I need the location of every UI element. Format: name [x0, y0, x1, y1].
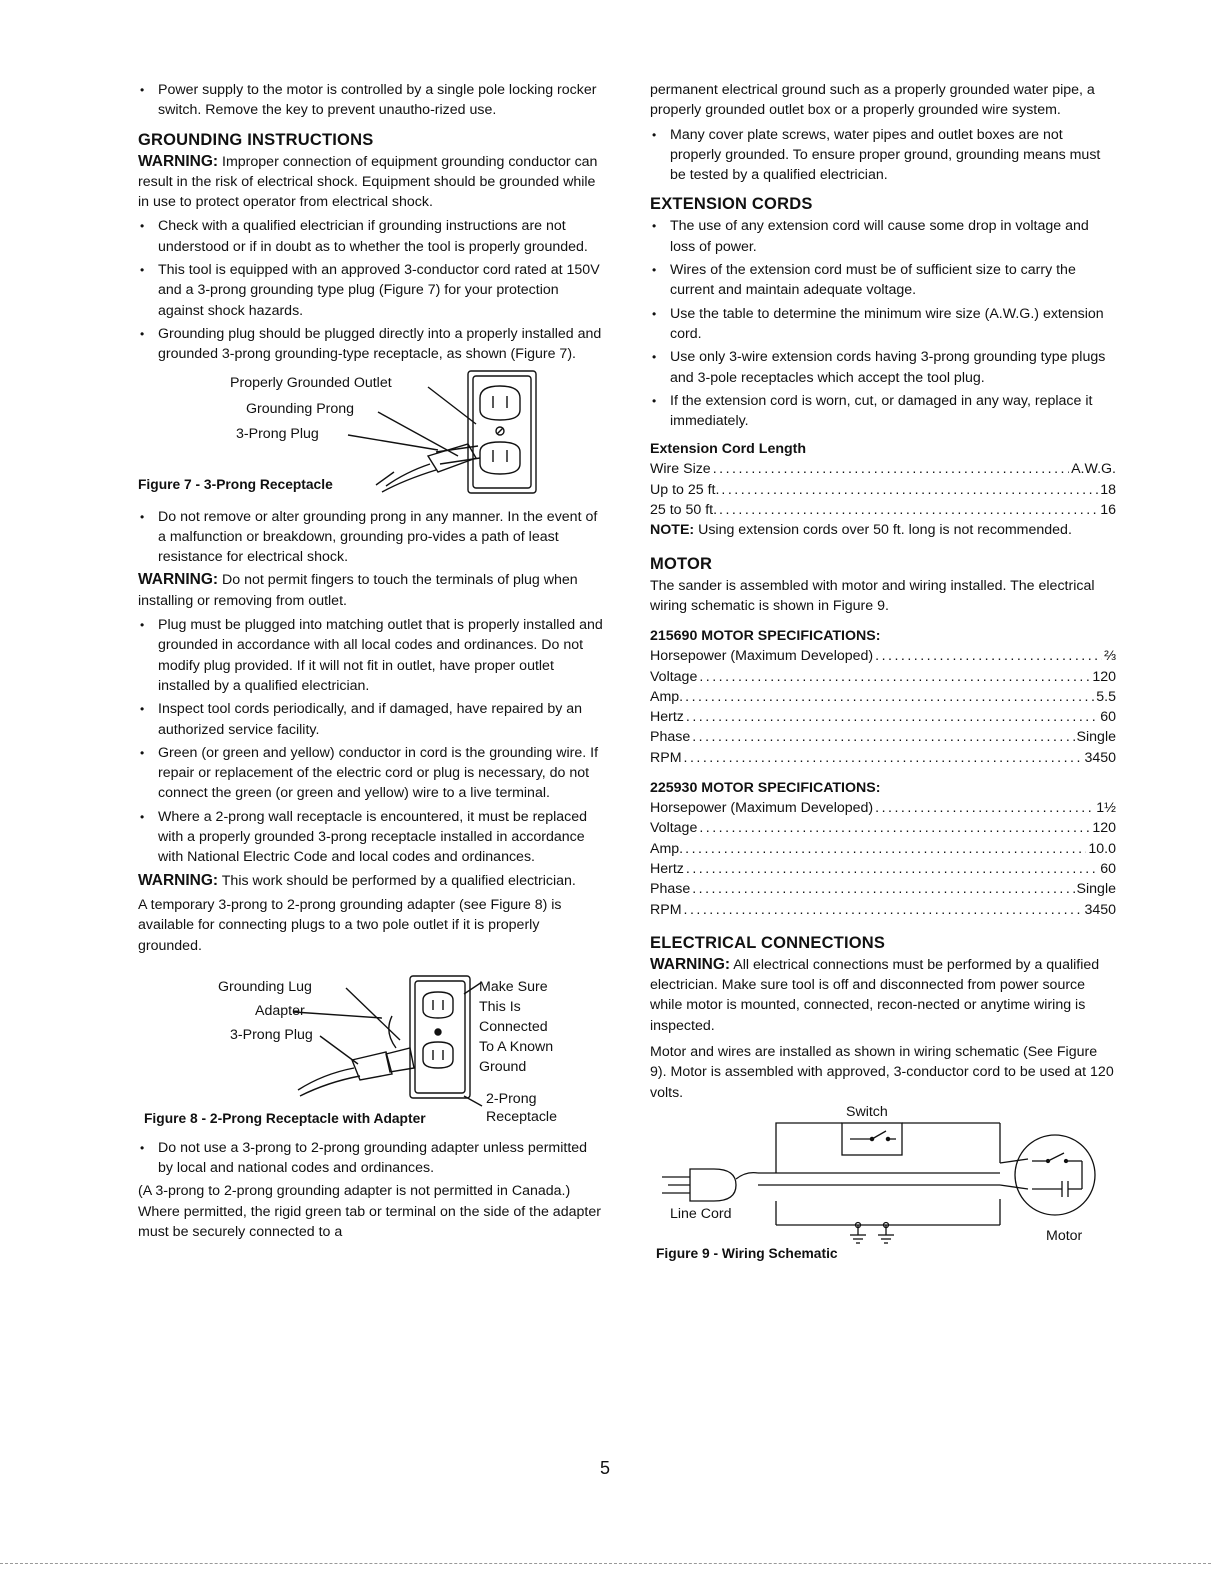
leader-dots — [699, 818, 1090, 838]
ground-label: Ground — [479, 1058, 527, 1075]
bottom-rule — [0, 1563, 1211, 1564]
right-column — [650, 80, 1116, 1273]
warning-text: All electrical connections must be performed by a qualified electrician. Make sure tool is off and disconnected from power source while motor is mounted, connected, recon-nected or anytime wiring is inspected. — [650, 956, 1100, 1034]
leader-dots — [685, 839, 1086, 859]
row-value: 60 — [1100, 709, 1116, 726]
list-item: • This tool is equipped with an approved 3-conductor cord rated at 150V and a 3-prong grounding type plug (Figure 7) for your protection against shock hazards. — [138, 260, 604, 321]
ground-list — [650, 125, 1116, 186]
list-item: • Power supply to the motor is controlled by a single pole locking rocker switch. Remove the key to prevent unautho-rized use. — [138, 80, 604, 121]
leader-dots — [713, 459, 1069, 479]
to-a-known-label: To A Known — [479, 1038, 554, 1055]
motor-paragraph: The sander is assembled with motor and wiring installed. The electrical wiring schematic is shown in Figure 9. — [650, 577, 1095, 614]
grounding-prong-label: Grounding Prong — [246, 400, 355, 417]
row-label: Hertz — [650, 709, 684, 726]
table-row — [650, 859, 1116, 879]
extension-list — [650, 216, 1116, 431]
spec2-table — [650, 798, 1116, 920]
list-item: • Plug must be plugged into matching outlet that is properly installed and grounded in accordance with all local codes and ordinances. Do not modify plug provided. If it will not fit in outlet, have proper outlet installed by a qualified electrician. — [138, 615, 604, 696]
list-item: • Do not remove or alter grounding prong in any manner. In the event of a malfunction or breakdown, grounding pro-vides a path of least resistance for electrical shock. — [138, 507, 604, 568]
row-value: 16 — [1100, 502, 1116, 519]
row-value: 18 — [1100, 481, 1116, 498]
2-prong-label: 2-Prong — [486, 1090, 537, 1107]
adapter-paragraph: A temporary 3-prong to 2-prong grounding adapter (see Figure 8) is available for connecting plugs to a two pole outlet if it is properly grounded. — [138, 896, 562, 954]
row-label: Wire Size — [650, 461, 711, 478]
table-row — [650, 818, 1116, 838]
row-value: ⅔ — [1104, 648, 1116, 665]
figure-8 — [138, 956, 604, 1126]
extension-cords-heading: EXTENSION CORDS — [650, 195, 813, 214]
table-row — [650, 798, 1116, 818]
prong-list — [138, 507, 604, 568]
warning-label: WARNING: — [138, 571, 219, 589]
leader-dots — [684, 900, 1083, 920]
switch-label: Switch — [846, 1103, 888, 1120]
list-item: • Check with a qualified electrician if grounding instructions are not understood or if in doubt as to whether the tool is properly grounded. — [138, 216, 604, 257]
leader-dots — [692, 727, 1074, 747]
plug-list — [138, 615, 604, 868]
table-row — [650, 900, 1116, 920]
row-value: Single — [1076, 881, 1116, 898]
table-row — [650, 480, 1116, 500]
adapter-label: Adapter — [255, 1002, 305, 1019]
warning-label: WARNING: — [650, 955, 731, 973]
table-row — [650, 748, 1116, 768]
row-label: Voltage — [650, 668, 698, 685]
table-row — [650, 646, 1116, 666]
row-label: Voltage — [650, 820, 698, 837]
continued-paragraph: permanent electrical ground such as a properly grounded water pipe, a properly grounded outlet box or a properly grounded wire system. — [650, 82, 1095, 119]
list-item: • Do not use a 3-prong to 2-prong grounding adapter unless permitted by local and national codes and ordinances. — [138, 1138, 604, 1179]
leader-dots — [686, 859, 1098, 879]
line-cord-label: Line Cord — [670, 1205, 732, 1222]
canada-paragraph: (A 3-prong to 2-prong grounding adapter is not permitted in Canada.) Where permitted, the rigid green tab or terminal on the side of the adapter must be securely connected to a — [138, 1183, 601, 1240]
row-label: RPM — [650, 901, 682, 918]
leader-dots — [721, 480, 1098, 500]
motor-wires-paragraph: Motor and wires are installed as shown in wiring schematic (See Figure 9). Motor is assembled with approved, 3-conductor cord to be used at 120 volts. — [650, 1043, 1114, 1101]
row-label: Horsepower (Maximum Developed) — [650, 800, 874, 817]
table-row — [650, 879, 1116, 899]
spec1-table — [650, 646, 1116, 768]
connected-label: Connected — [479, 1018, 548, 1035]
figure-9-caption: Figure 9 - Wiring Schematic — [656, 1245, 838, 1261]
left-column — [138, 80, 604, 1242]
warning-label: WARNING: — [138, 871, 219, 889]
row-label: RPM — [650, 749, 682, 766]
table-row — [650, 707, 1116, 727]
intro-list — [138, 80, 604, 121]
row-value: 120 — [1092, 820, 1116, 837]
warning-paragraph — [138, 570, 604, 611]
row-value: 60 — [1100, 860, 1116, 877]
leader-dots — [875, 646, 1102, 666]
outlet-label: Properly Grounded Outlet — [230, 374, 392, 391]
leader-dots — [684, 748, 1083, 768]
row-value: 3450 — [1084, 901, 1116, 918]
warning-paragraph — [650, 955, 1116, 1036]
adapter-list — [138, 1138, 604, 1179]
list-item: • Many cover plate screws, water pipes and outlet boxes are not properly grounded. To ensure proper ground, grounding means must be tested by a qualified electrician. — [650, 125, 1116, 186]
plug-label: 3-Prong Plug — [230, 1026, 313, 1043]
spec2-heading: 225930 MOTOR SPECIFICATIONS: — [650, 780, 881, 797]
row-value: Single — [1076, 729, 1116, 746]
figure-7-caption: Figure 7 - 3-Prong Receptacle — [138, 476, 333, 492]
table-row — [650, 667, 1116, 687]
row-value: 5.5 — [1096, 688, 1116, 705]
leader-dots — [692, 879, 1074, 899]
row-value: 120 — [1092, 668, 1116, 685]
leader-dots — [686, 707, 1098, 727]
list-item: • Grounding plug should be plugged directly into a properly installed and grounded 3-prong grounding-type receptacle, as shown (Figure 7). — [138, 324, 604, 365]
list-item: • If the extension cord is worn, cut, or damaged in any way, replace it immediately. — [650, 391, 1116, 432]
leader-dots — [875, 798, 1094, 818]
list-item: • Green (or green and yellow) conductor in cord is the grounding wire. If repair or replacement of the electric cord or plug is necessary, do not connect the green (or green and yellow) wire to a live terminal. — [138, 743, 604, 804]
list-item: • Inspect tool cords periodically, and if damaged, have repaired by an authorized service facility. — [138, 699, 604, 740]
grounding-list — [138, 216, 604, 364]
list-item: • Use the table to determine the minimum wire size (A.W.G.) extension cord. — [650, 304, 1116, 345]
cord-length-table — [650, 459, 1116, 520]
this-is-label: This Is — [479, 998, 521, 1015]
row-value: 1½ — [1096, 800, 1116, 817]
spec1-heading: 215690 MOTOR SPECIFICATIONS: — [650, 628, 881, 645]
note-paragraph — [650, 520, 1116, 540]
row-label: Phase — [650, 881, 691, 898]
table-row — [650, 687, 1116, 707]
figure-9 — [650, 1103, 1116, 1273]
list-item: • Use only 3-wire extension cords having 3-prong grounding type plugs and 3-pole receptacles which accept the tool plug. — [650, 347, 1116, 388]
list-item: • The use of any extension cord will cause some drop in voltage and loss of power. — [650, 216, 1116, 257]
motor-heading: MOTOR — [650, 554, 713, 573]
row-label: 25 to 50 ft. — [650, 502, 718, 519]
leader-dots — [699, 667, 1090, 687]
table-row — [650, 839, 1116, 859]
table-row — [650, 500, 1116, 520]
page-number: 5 — [600, 1458, 611, 1478]
figure-8-caption: Figure 8 - 2-Prong Receptacle with Adapter — [144, 1110, 426, 1126]
list-item: • Wires of the extension cord must be of sufficient size to carry the current and maintain adequate voltage. — [650, 260, 1116, 301]
figure-7 — [138, 368, 604, 503]
warning-text: This work should be performed by a qualified electrician. — [218, 872, 576, 889]
warning-text: Improper connection of equipment grounding conductor can result in the risk of electrical shock. Equipment should be grounded while in use to protect operator from electrical shock. — [138, 153, 598, 211]
leader-dots — [685, 687, 1094, 707]
row-value: 10.0 — [1088, 840, 1116, 857]
row-label: Hertz — [650, 860, 684, 877]
row-label: Amp. — [650, 688, 684, 705]
table-row — [650, 459, 1116, 479]
table-row — [650, 727, 1116, 747]
warning-label: WARNING: — [138, 152, 219, 170]
electrical-connections-heading: ELECTRICAL CONNECTIONS — [650, 933, 886, 952]
list-item: • Where a 2-prong wall receptacle is encountered, it must be replaced with a properly grounded 3-prong receptacle installed in accordance with National Electric Code and local codes and ordinances. — [138, 807, 604, 868]
receptacle-label: Receptacle — [486, 1108, 557, 1125]
motor-label: Motor — [1046, 1227, 1083, 1244]
row-label: Up to 25 ft. — [650, 481, 720, 498]
note-label: NOTE: — [650, 522, 695, 539]
grounding-heading: GROUNDING INSTRUCTIONS — [138, 130, 374, 149]
warning-text: Do not permit fingers to touch the terminals of plug when installing or removing from outlet. — [138, 572, 578, 609]
plug-label: 3-Prong Plug — [236, 425, 319, 442]
row-value: 3450 — [1084, 749, 1116, 766]
warning-paragraph — [138, 152, 604, 213]
leader-dots — [719, 500, 1098, 520]
row-value: A.W.G. — [1071, 461, 1116, 478]
grounding-lug-label: Grounding Lug — [218, 978, 312, 995]
note-text: Using extension cords over 50 ft. long is not recommended. — [694, 522, 1072, 539]
warning-paragraph — [138, 871, 604, 891]
cord-length-heading: Extension Cord Length — [650, 441, 807, 458]
row-label: Amp. — [650, 840, 684, 857]
make-sure-label: Make Sure — [479, 978, 548, 995]
row-label: Phase — [650, 729, 691, 746]
row-label: Horsepower (Maximum Developed) — [650, 648, 874, 665]
